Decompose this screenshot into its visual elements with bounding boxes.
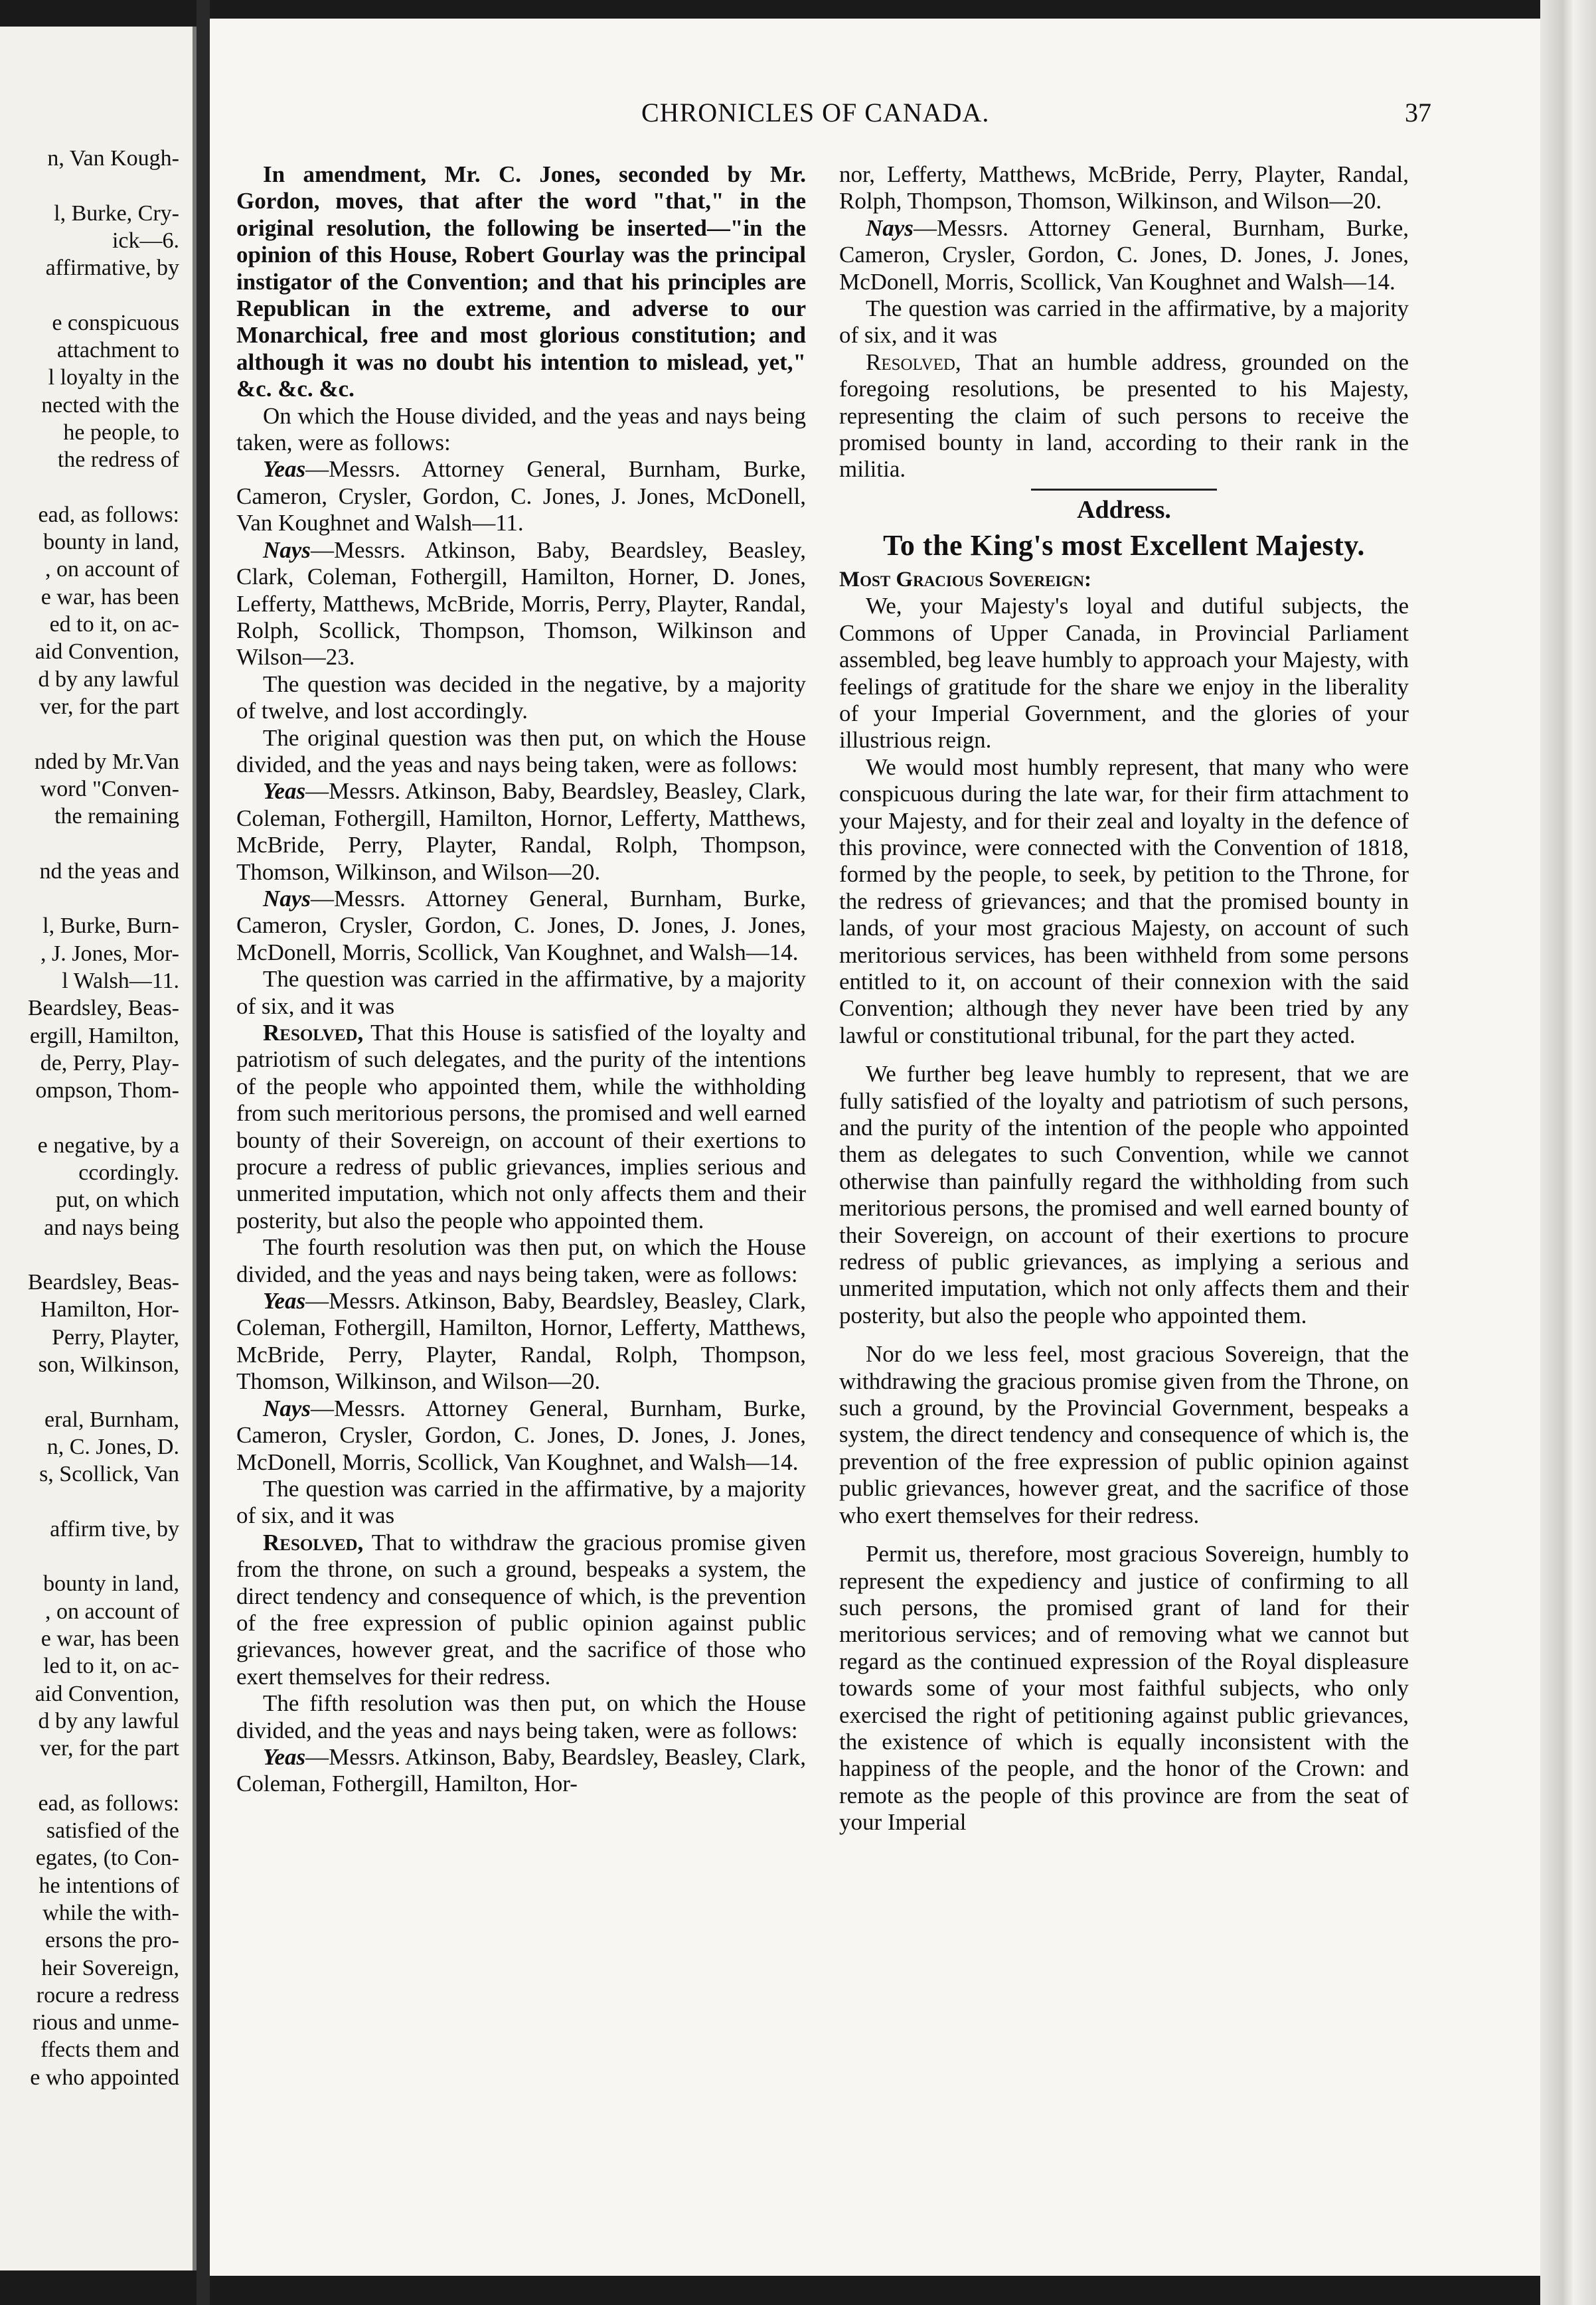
nays-label: Nays (263, 536, 311, 563)
salutation: Most Gracious Sovereign: (839, 567, 1091, 592)
facing-page-line: ompson, Thom- (35, 1078, 179, 1103)
nays-names: —Messrs. Attorney General, Burnham, Burke, Cameron, Crysler, Gordon, C. Jones, D. Jones, J. Jones, McDonell, Morris, Scollick, Van Koughnet, and Walsh—14. (236, 885, 806, 965)
column-right (839, 161, 1409, 1836)
facing-page-line: ed to it, on ac- (49, 612, 179, 637)
facing-page-line: he people, to (63, 420, 179, 445)
resolution (236, 1530, 806, 1690)
facing-page-line (4, 720, 179, 748)
yeas-list (236, 1744, 806, 1798)
facing-page-line: and nays being (44, 1215, 179, 1240)
facing-page-line: satisfied of the (46, 1818, 179, 1844)
facing-page-fragment (0, 27, 197, 2270)
facing-page-line (4, 281, 179, 309)
facing-page-line: aid Convention, (35, 639, 179, 665)
facing-page-line: egates, (to Con- (35, 1846, 179, 1871)
yeas-label: Yeas (263, 1288, 306, 1314)
yeas-names: —Messrs. Atkinson, Baby, Beardsley, Beasley, Clark, Coleman, Fothergill, Hamilton, Hornor, Lefferty, Matthews, McBride, Perry, Playter, Randal, Rolph, Thompson, Thomson, Wilkinson, and Wilson—20. (236, 778, 806, 885)
yeas-label: Yeas (263, 456, 306, 483)
facing-page-line: l loyalty in the (48, 365, 179, 390)
facing-page-line (4, 1378, 179, 1405)
page (210, 19, 1540, 2276)
resolved-label: Resolved, (866, 349, 961, 375)
facing-page-line: aid Convention, (35, 1681, 179, 1706)
nays-list (236, 886, 806, 966)
facing-page-line: n, Van Kough- (47, 146, 179, 171)
nays-label: Nays (263, 885, 311, 912)
facing-page-line: put, on which (55, 1188, 179, 1213)
facing-page-line: ead, as follows: (38, 1790, 179, 1816)
yeas-list (236, 456, 806, 536)
page-edges (1540, 0, 1596, 2305)
nays-names: —Messrs. Atkinson, Baby, Beardsley, Beasley, Clark, Coleman, Fothergill, Hamilton, Horner, D. Jones, Lefferty, Matthews, McBride, Morris, Perry, Playter, Randal, Rolph, Scollick, Thompson, Thomson, Wilkinson and Wilson—23. (236, 536, 806, 671)
resolution-text: That an humble address, grounded on the foregoing resolutions, be presented to his Majesty, representing the claim of such persons to receive the promised bounty in land, according to their rank in the militia. (839, 349, 1409, 483)
section-rule (1031, 489, 1217, 491)
facing-page-line: ccordingly. (78, 1160, 179, 1185)
address-paragraph: Nor do we less feel, most gracious Sovereign, that the withdrawing the gracious promise given from the Throne, on such a ground, by the Provincial Government, bespeaks a system, the direct tendency and consequence of which is, the prevention of the free expression of public opinion against public grievances, however great, and the sacrifice of those who exert themselves for their redress. (839, 1341, 1409, 1528)
facing-page-line: , J. Jones, Mor- (40, 941, 179, 966)
facing-page-line: s, Scollick, Van (39, 1462, 179, 1487)
facing-page-line: de, Perry, Play- (40, 1050, 179, 1075)
book-gutter (197, 0, 210, 2305)
address-paragraph: Permit us, therefore, most gracious Sovereign, humbly to represent the expediency and justice of confirming to all such persons, the promised grant of land for their meritorious services; and of removing what we cannot but regard as the continued expression of the Royal displeasure towards some of your most faithful subjects, who only exercised the right of petitioning against public grievances, the existence of which is equally inconsistent with the happiness of the people, and the honor of the Crown: and remote as the people of this province are from the seat of your Imperial (839, 1541, 1409, 1836)
facing-page-line: led to it, on ac- (43, 1654, 179, 1679)
facing-page-line: he intentions of (39, 1873, 179, 1898)
facing-page-line: nd the yeas and (39, 858, 179, 884)
facing-page-line: d by any lawful (38, 667, 179, 692)
resolution (839, 349, 1409, 483)
facing-page-line: e who appointed (30, 2065, 179, 2090)
yeas-label: Yeas (263, 778, 306, 805)
yeas-names: —Messrs. Attorney General, Burnham, Burke, Cameron, Crysler, Gordon, C. Jones, J. Jones, McDonell, Van Koughnet and Walsh—11. (236, 456, 806, 536)
nays-names: —Messrs. Attorney General, Burnham, Burke, Cameron, Crysler, Gordon, C. Jones, D. Jones, J. Jones, McDonell, Morris, Scollick, Van Koughnet and Walsh—14. (839, 214, 1409, 295)
facing-page-line: ver, for the part (39, 694, 179, 719)
facing-page-line: son, Wilkinson, (38, 1352, 179, 1378)
yeas-label: Yeas (263, 1743, 306, 1770)
facing-page-line: Beardsley, Beas- (27, 1270, 179, 1295)
paragraph: On which the House divided, and the yeas and nays being taken, were as follows: (236, 402, 806, 456)
facing-page-line: ead, as follows: (38, 502, 179, 527)
paragraph: The question was decided in the negative, by a majority of twelve, and lost accordingly. (236, 671, 806, 724)
facing-page-line (4, 172, 179, 199)
paragraph: The fifth resolution was then put, on which the House divided, and the yeas and nays being taken, were as follows: (236, 1690, 806, 1743)
yeas-names: —Messrs. Atkinson, Baby, Beardsley, Beasley, Clark, Coleman, Fothergill, Hamilton, Hornor, Lefferty, Matthews, McBride, Perry, Playter, Randal, Rolph, Thompson, Thomson, Wilkinson, and Wilson—20. (236, 1288, 806, 1395)
nays-list (839, 215, 1409, 295)
paragraph: The fourth resolution was then put, on which the House divided, and the yeas and nays being taken, were as follows: (236, 1234, 806, 1287)
continued-yeas: nor, Lefferty, Matthews, McBride, Perry, Playter, Randal, Rolph, Thompson, Thomson, Wilkinson, and Wilson—20. (839, 161, 1409, 214)
facing-page-line: ick—6. (112, 228, 179, 253)
facing-page-line (4, 1763, 179, 1790)
facing-page-line: the redress of (57, 447, 179, 473)
facing-page-line: heir Sovereign, (41, 1955, 179, 1980)
facing-page-line: n, C. Jones, D. (46, 1434, 179, 1459)
resolved-label: Resolved, (263, 1020, 364, 1046)
address-paragraph: We, your Majesty's loyal and dutiful subjects, the Commons of Upper Canada, in Provincial Parliament assembled, beg leave humbly to approach your Majesty, with feelings of gratitude for the share we enjoy in the liberality of your Imperial Government, and the glories of your illustrious reign. (839, 593, 1409, 754)
amendment-paragraph: In amendment, Mr. C. Jones, seconded by Mr. Gordon, moves, that after the word "that," in the original resolution, the following be inserted—"in the opinion of this House, Robert Gourlay was the principal instigator of the Convention; and that his principles are Republican in the extreme, and adverse to our Monarchical, free and most glorious constitution; and although it was no doubt his intention to mislead, yet," &c. &c. &c. (236, 161, 806, 402)
facing-page-text (0, 27, 193, 2091)
facing-page-line: affirm tive, by (50, 1516, 179, 1542)
facing-page-line (4, 474, 179, 501)
address-paragraph: We would most humbly represent, that many who were conspicuous during the late war, for their firm attachment to your Majesty, and for their zeal and loyalty in the defence of this province, were connected with the Convention of 1818, formed by the people, to seek, by petition to the Throne, for the redress of grievances; and that the promised bounty in lands, of your most gracious Majesty, on account of such meritorious services, has been withheld from some persons entitled to it, on account of their connexion with the said Convention; although they never have been tried by any lawful or constitutional tribunal, for the part they acted. (839, 754, 1409, 1048)
facing-page-line: eral, Burnham, (44, 1407, 179, 1432)
nays-label: Nays (263, 1395, 311, 1421)
paragraph: The question was carried in the affirmative, by a majority of six, and it was (236, 1475, 806, 1529)
nays-names: —Messrs. Attorney General, Burnham, Burke, Cameron, Crysler, Gordon, C. Jones, D. Jones, J. Jones, McDonell, Morris, Scollick, Van Koughnet, and Walsh—14. (236, 1395, 806, 1475)
facing-page-line: word "Conven- (40, 776, 179, 801)
facing-page-line: l Walsh—11. (62, 968, 179, 993)
nays-list (236, 537, 806, 671)
facing-page-line (4, 1104, 179, 1131)
facing-page-line: , on account of (44, 1599, 179, 1624)
facing-page-line (4, 885, 179, 912)
facing-page-line: affirmative, by (45, 256, 179, 281)
facing-page-line (4, 1543, 179, 1570)
running-title: CHRONICLES OF CANADA. (641, 98, 990, 127)
yeas-list (236, 1288, 806, 1395)
address-title: To the King's most Excellent Majesty. (883, 528, 1365, 562)
column-left (236, 161, 806, 1798)
yeas-names: —Messrs. Atkinson, Baby, Beardsley, Beasley, Clark, Coleman, Fothergill, Hamilton, Hor- (236, 1743, 806, 1797)
resolution-text: That this House is satisfied of the loyalty and patriotism of such delegates, and the purity of the intentions of the people who appointed them, while the withholding from such meritorious persons, the promised and well earned bounty of their Sovereign, on account of their exertions to procure a redress of public grievances, implies serious and unmerited imputation, which not only affects them and their posterity, but also the people who appointed them. (236, 1020, 806, 1233)
address-heading: Address. (1077, 495, 1171, 524)
facing-page-line: nded by Mr.Van (34, 749, 179, 774)
resolved-label: Resolved, (263, 1529, 364, 1555)
facing-page-line: ver, for the part (39, 1736, 179, 1761)
facing-page-line (4, 1488, 179, 1516)
facing-page-line: e conspicuous (52, 310, 179, 335)
facing-page-line: bounty in land, (43, 1571, 179, 1597)
facing-page-line: ersons the pro- (44, 1928, 179, 1953)
paragraph: The question was carried in the affirmative, by a majority of six, and it was (839, 295, 1409, 349)
facing-page-line: e war, has been (40, 1627, 179, 1652)
facing-page-line: nected with the (41, 392, 179, 418)
address-paragraph: We further beg leave humbly to represent, that we are fully satisfied of the loyalty and patriotism of such persons, and the purity of the intention of the people who appointed them as delegates to such Convention, while we cannot otherwise than painfully regard the withholding from such meritorious persons, the promised and well earned bounty of their Sovereign, on account of their exertions to procure redress of public grievances, as implying a serious and unmerited imputation, which not only affects them and their posterity, but also the people who appointed them. (839, 1061, 1409, 1328)
facing-page-line: l, Burke, Cry- (54, 200, 179, 226)
facing-page-line (4, 830, 179, 857)
facing-page-line: e war, has been (40, 584, 179, 609)
facing-page-line: attachment to (56, 338, 179, 363)
page-number: 37 (1405, 98, 1431, 127)
facing-page-line: , on account of (44, 557, 179, 582)
running-header (210, 97, 1431, 137)
facing-page-line: rious and unme- (33, 2010, 179, 2035)
facing-page-line (4, 1241, 179, 1269)
facing-page-line: ffects them and (40, 2037, 179, 2063)
nays-list (236, 1395, 806, 1476)
yeas-list (236, 778, 806, 886)
facing-page-line: ergill, Hamilton, (29, 1023, 179, 1048)
facing-page-line: while the with- (42, 1901, 179, 1925)
facing-page-line: e negative, by a (37, 1133, 179, 1158)
resolution-text: That to withdraw the gracious promise given from the throne, on such a ground, bespeaks a system, the direct tendency and consequence of which, is the prevention of the free expression of public opinion against public grievances, however great, and the sacrifice of those who exert themselves for their redress. (236, 1529, 806, 1690)
paragraph: The question was carried in the affirmative, by a majority of six, and it was (236, 966, 806, 1019)
resolution (236, 1020, 806, 1234)
facing-page-line: bounty in land, (43, 530, 179, 555)
facing-page-line: Hamilton, Hor- (40, 1297, 179, 1322)
paragraph: The original question was then put, on which the House divided, and the yeas and nays being taken, were as follows: (236, 724, 806, 777)
facing-page-line: rocure a redress (36, 1982, 179, 2008)
facing-page-line: d by any lawful (38, 1708, 179, 1733)
facing-page-line: Perry, Playter, (52, 1324, 179, 1350)
facing-page-line: the remaining (54, 804, 179, 829)
nays-label: Nays (866, 214, 914, 241)
facing-page-line: l, Burke, Burn- (42, 914, 179, 939)
facing-page-line: Beardsley, Beas- (27, 996, 179, 1021)
